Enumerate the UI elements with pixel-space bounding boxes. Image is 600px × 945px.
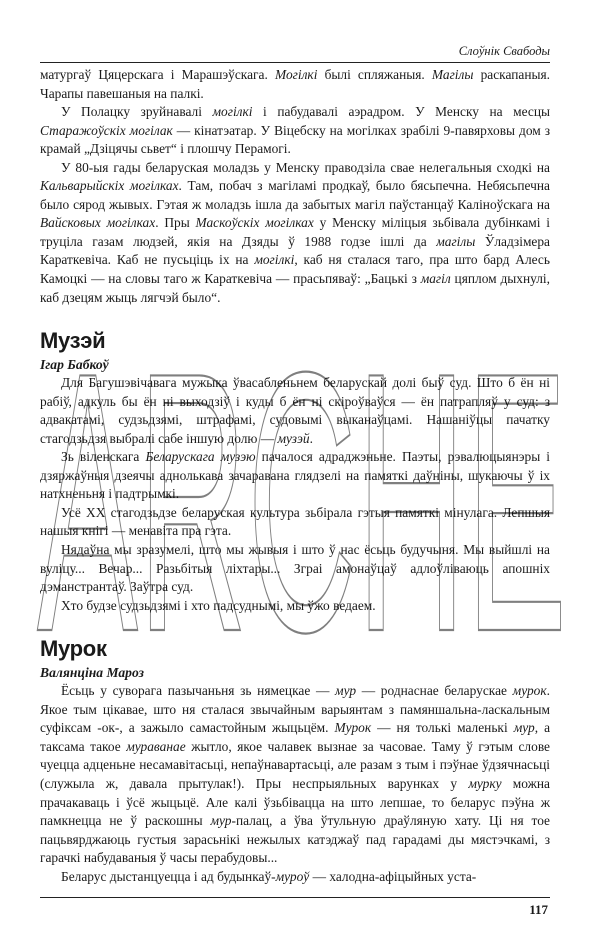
paragraph: Для Багушэвічавага мужыка ўвасабленьнем беларускай долі быў суд. Што б ён ні рабіў, адкуль бы ён ні выходзіў і куды б ён ні скіроўваўся — ён патрапляў у суд: з адвакатамі, судзьдзямі, штрафамі, судовымі выканаўцамі. Нашаніўцы пачатку стагодзьдзя выбралі сабе іншую долю — музэй. <box>40 375 550 446</box>
paragraph: У 80-ыя гады беларуская моладзь у Менску праводзіла свае нелегальныя сходкі на Кальварыйскіх могілках. Там, побач з магіламі продкаў, было бясьпечна. Небясьпечна было сярод жывых. Гэтая ж моладзь ішла да забытых магіл паўстанцаў Каліноўскага на Вайсковых могілках. Пры Маскоўскіх могілках у Менску міліцыя зьбівала дубінкамі і труціла газам людзей, якія на Дзяды ў 1988 годзе ішлі да магілы Ўладзімера Караткевіча. Каб не пусьціць іх на могілкі, каб ня сталася таго, пра што бард Алесь Камоцкі — на словы таго ж Караткевіча — прасьпяваў: „Бацькі з магіл цяплом дыхнулі, каб дзецям жыць лягчэй было“. <box>40 159 551 305</box>
svg-text:ARCHE: ARCHE <box>37 330 567 660</box>
emphasis: Могілкі <box>274 67 318 82</box>
emphasis: мур <box>210 813 232 829</box>
emphasis: Мурок <box>334 720 372 736</box>
emphasis: Вайсковых могілках <box>40 215 156 231</box>
section-author: Валянціна Мароз <box>40 665 144 681</box>
emphasis: Старажоўскіх могілак <box>40 122 173 138</box>
emphasis: мураванае <box>126 738 186 754</box>
paragraph: Нядаўна мы зразумелі, што мы жывыя і што ў нас ёсьць будучыня. Мы выйшлі на вуліцу... Вечар... Разьбітыя ліхтары... Зграі амонаўцаў адлоўліваюць апошніх дэманстрантаў. Заўтра суд. <box>40 542 550 595</box>
emphasis: мур <box>513 720 535 736</box>
emphasis: магілы <box>436 233 476 249</box>
page-number: 117 <box>529 902 548 917</box>
emphasis: Беларускага музэю <box>145 449 256 465</box>
paragraph: У Полацку зруйнавалі могілкі і пабудавалі аэрадром. У Менску на месцы Старажоўскіх могілак — кінатэатар. У Віцебску на могілках зрабілі 9-павярховы дом з крамай „Дзіцячы сьвет“ і плошчу Перамогі. <box>40 104 551 157</box>
emphasis: мур <box>335 683 357 699</box>
running-head: Слоўнік Свабоды <box>458 44 550 58</box>
paragraph: Зь віленскага Беларускага музэю пачалося адраджэньне. Паэты, рэвалюцыянэры і дзяржаўныя дзеячы аднолькава зачаравана глядзелі на памяткі даўніны, шукаючы ў іх натхненьня і падтрымкі. <box>40 449 550 502</box>
emphasis: могілкі <box>254 252 295 268</box>
emphasis: мурку <box>468 775 502 791</box>
emphasis: муроў <box>275 868 310 884</box>
paragraph: матургаў Цяцерскага і Марашэўскага. Могілкі былі спляжаныя. Магілы раскапаныя. Чарапы павешаныя на палкі. <box>40 67 551 101</box>
emphasis: Кальварыйскіх могілках <box>40 178 179 194</box>
emphasis: мурок <box>512 683 547 699</box>
header-divider <box>40 62 550 63</box>
emphasis: магіл <box>420 271 451 287</box>
section-title: Мурок <box>40 636 107 662</box>
paragraph: Хто будзе судзьдзямі і хто падсуднымі, мы ўжо ведаем. <box>61 597 376 613</box>
section-author: Ігар Бабкоў <box>40 357 109 373</box>
emphasis: Магілы <box>431 67 474 82</box>
emphasis: могілкі <box>212 104 253 120</box>
section-title: Музэй <box>40 328 106 354</box>
paragraph: Беларус дыстанцуецца і ад будынкаў-муроў — халодна-афіцыйных уста- <box>61 868 477 884</box>
paragraph: Ёсьць у суворага пазычаньня зь нямецкае — мур — роднаснае беларускае мурок. Якое тым цікавае, што ня сталася звычайным варыянтам з памяншальна-ласкальным суфіксам -ок-, а зажыло самастойным жыцьцём. Мурок — ня толькі маленькі мур, а таксама такое мураванае жытло, якое чалавек вызнае за часовае. Таму ў гэтым слове чуецца адценьне несамавітасьці, непаўнавартасьці, але разам з тым і пэўнае ўдзячнасьці (служыла ж, давала прытулак!). Пры неспрыяльных варунках у мурку можна прачакаваць і ўсё жыцьцё. Але калі ўзьбівацца на што лепшае, то беларус пэўна ж памкнецца не ў раскошны мур-палац, а ўва ўтульную драўляную хату. Ці ня тое пацьвярджаюць густыя зарасьнікі нежылых катэджаў пад гарадамі ды мястэчкамі, з гарачкі набудаваныя ў часы перабудовы... <box>40 683 551 866</box>
page-body <box>40 66 550 886</box>
footer-divider <box>40 897 550 898</box>
paragraph: Усё XX стагодзьдзе беларуская культура зьбірала гэтыя памяткі мінулага. Лепшыя нашыя кнігі — менавіта пра гэта. <box>40 504 550 539</box>
emphasis: Маскоўскіх могілках <box>195 215 314 231</box>
emphasis: музэй <box>277 430 310 446</box>
